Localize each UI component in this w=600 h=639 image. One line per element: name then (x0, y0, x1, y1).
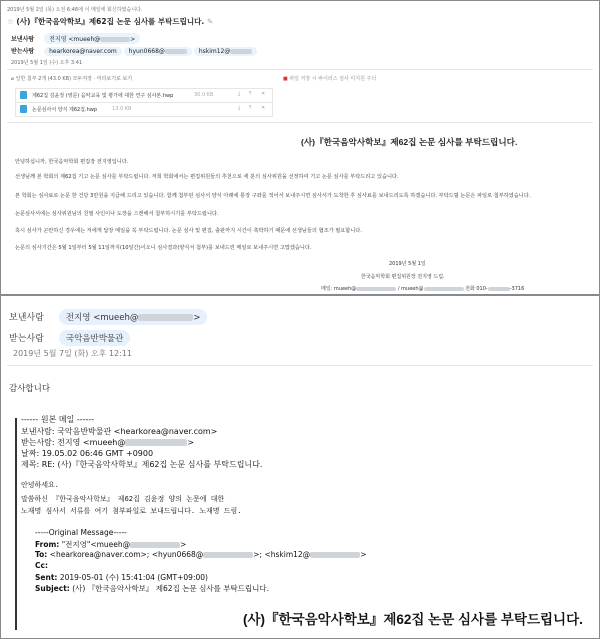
body-heading: (사)『한국음악사학보』제62집 논문 심사를 부탁드립니다. (243, 612, 583, 627)
from-row (11, 33, 140, 44)
original2-sent: Sent: 2019-05-01 (수) 15:41:04 (GMT+09:00) (35, 573, 208, 582)
original-from: 보낸사람: 국악음반박물관 <hearkorea@naver.com> (21, 427, 218, 436)
attachment-size: 13.0 KB (112, 106, 132, 112)
attach-warning: ■ 파일 저장 시 바이러스 검사 미지원 주의 (283, 76, 377, 82)
signature-name: 한국음악학회 편집위원장 전지영 드림. (361, 274, 445, 280)
attachment-size: 30.0 KB (194, 92, 214, 98)
reply-line: 말씀하신 『한국음악사학보』 제62집 김윤정 양의 논문에 대한 (21, 495, 225, 503)
to-chip[interactable]: 국악음반박물관 (59, 330, 130, 346)
divider (7, 122, 593, 123)
hwp-file-icon (20, 105, 27, 113)
body-heading: (사)『한국음악사학보』제62집 논문 심사를 부탁드립니다. (301, 137, 518, 147)
to-label: 받는사람 (9, 334, 44, 344)
body-line: 본 학회는 심사료로 논문 한 건당 3만원을 지급해 드리고 있습니다. 함께 첨부된 심사서 양식 아래에 통장 구좌를 적어서 보내주시면 심사서가 도착한 후 심사료를 보내드리도록 하겠습니다. 부탁드릴 논문은 파일로 첨부하였습니다. (15, 193, 531, 199)
email-subject: (사)『한국음악학보』제62집 논문 심사를 부탁드립니다. (16, 17, 205, 26)
to-chip-1[interactable]: hearkorea@naver.com (44, 47, 122, 56)
preview-icon[interactable]: ⤒ (249, 105, 252, 111)
edit-icon[interactable]: ✎ (206, 17, 214, 26)
reply-body: 감사합니다 (9, 384, 51, 394)
attachment-item[interactable] (15, 102, 273, 117)
original2-subject: Subject: (사) 『한국음악사학보』 제62집 논문 심사를 부탁드립니다. (35, 584, 270, 593)
from-label: 보낸사람 (11, 36, 35, 43)
body-line: 혹시 심사가 곤란하신 경우에는 저에게 답장 메일을 꼭 부탁드립니다. 논문 심사 및 편집, 출판까지 시간이 촉박하기 때문에 선생님들의 협조가 필요합니다. (15, 228, 362, 234)
to-chip-3[interactable]: hskim12@ (194, 47, 258, 56)
star-icon[interactable]: ☆ (7, 17, 14, 26)
sent-date: 2019년 5월 1일 (수) 오후 3:41 (11, 60, 83, 66)
to-row (11, 46, 257, 56)
download-icon[interactable]: ⤓ (238, 105, 241, 111)
from-chip[interactable]: 전지영 <mueeh@ > (44, 33, 140, 44)
original-header: ------ 원본 메일 ------ (21, 415, 95, 424)
hwp-file-icon (20, 91, 27, 99)
body-line: 논문의 심사기간은 5월 1일부터 5월 11일까지(10일간)이오니 심사결과(양식서 첨부)를 보내드린 메일로 보내주시면 고맙겠습니다. (15, 245, 312, 251)
attachment-name: 제62집 김윤정 (영문) 음악교육 및 평가에 대한 연구 심사본.hwp (32, 93, 174, 99)
attachment-item[interactable] (15, 88, 273, 103)
from-chip[interactable]: 전지영 <mueeh@ > (59, 309, 208, 325)
paperclip-icon: ⌀ (11, 76, 15, 82)
original-date: 날짜: 19.05.02 06:46 GMT +0900 (21, 449, 154, 458)
original-subject: 제목: RE: (사)『한국음악사학보』제62집 논문 심사를 부탁드립니다. (21, 460, 263, 469)
sent-date: 2019년 5월 7일 (화) 오후 12:11 (13, 349, 132, 358)
original2-to: To: <hearkorea@naver.com>; <hyun0668@ >; <hskim12@ > (35, 550, 367, 559)
preview-icon[interactable]: ⤒ (249, 91, 252, 97)
reply-email-pane (0, 295, 600, 639)
original2-from: From: "전지영"<mueeh@ > (35, 540, 187, 549)
divider (7, 365, 593, 366)
close-icon[interactable]: ✕ (261, 105, 266, 111)
to-row (9, 326, 130, 346)
signature-date: 2019년 5월 1일 (389, 261, 426, 267)
original2-cc: Cc: (35, 561, 48, 570)
reply-line: 노재명 심사서 서류를 여기 첨부파일로 보내드립니다. 노재명 드림. (21, 507, 242, 515)
from-label: 보낸사람 (9, 313, 44, 323)
divider (7, 69, 593, 70)
attach-header: ⌀ 일반 첨부 2개 (43.0 KB) 모두저장 · 미리보기로 보기 (11, 76, 133, 82)
warning-icon: ■ (283, 76, 288, 82)
reply-status-text: 2019년 5월 2일 (목) 오전 6:46에 이 메일에 회신하였습니다. (7, 7, 143, 13)
original-message-header: -----Original Message----- (35, 528, 127, 537)
to-chip-2[interactable]: hyun0668@ (124, 47, 192, 56)
body-line: 안녕하십니까, 한국음악학회 편집장 전지영입니다. (15, 159, 129, 165)
close-icon[interactable]: ✕ (261, 91, 266, 97)
body-line: 논문심사서에는 심사위원님의 친필 사인이나 도장을 스캔해서 첨부하시기를 부탁드립니다. (15, 211, 219, 217)
body-line: 선생님께 본 학회의 제62집 기고 논문 심사를 부탁드립니다. 저희 학회에서는 편집위원들의 추천으로 세 분의 심사위원을 선정하여 기고 논문 심사를 부탁드리고 있습니다. (15, 174, 399, 180)
greeting: 안녕하세요. (21, 481, 60, 489)
signature-contact: 메일: mueeh@ / mueeh@ 전화 010- -3716 (321, 286, 525, 292)
original-email-pane (0, 0, 600, 295)
to-label: 받는사람 (11, 48, 35, 55)
attachment-name: 논문심사서 양식 제62집.hwp (32, 107, 98, 113)
download-icon[interactable]: ⤓ (238, 91, 241, 97)
original-to: 받는사람: 전지영 <mueeh@ > (21, 438, 195, 447)
from-row (9, 305, 207, 325)
